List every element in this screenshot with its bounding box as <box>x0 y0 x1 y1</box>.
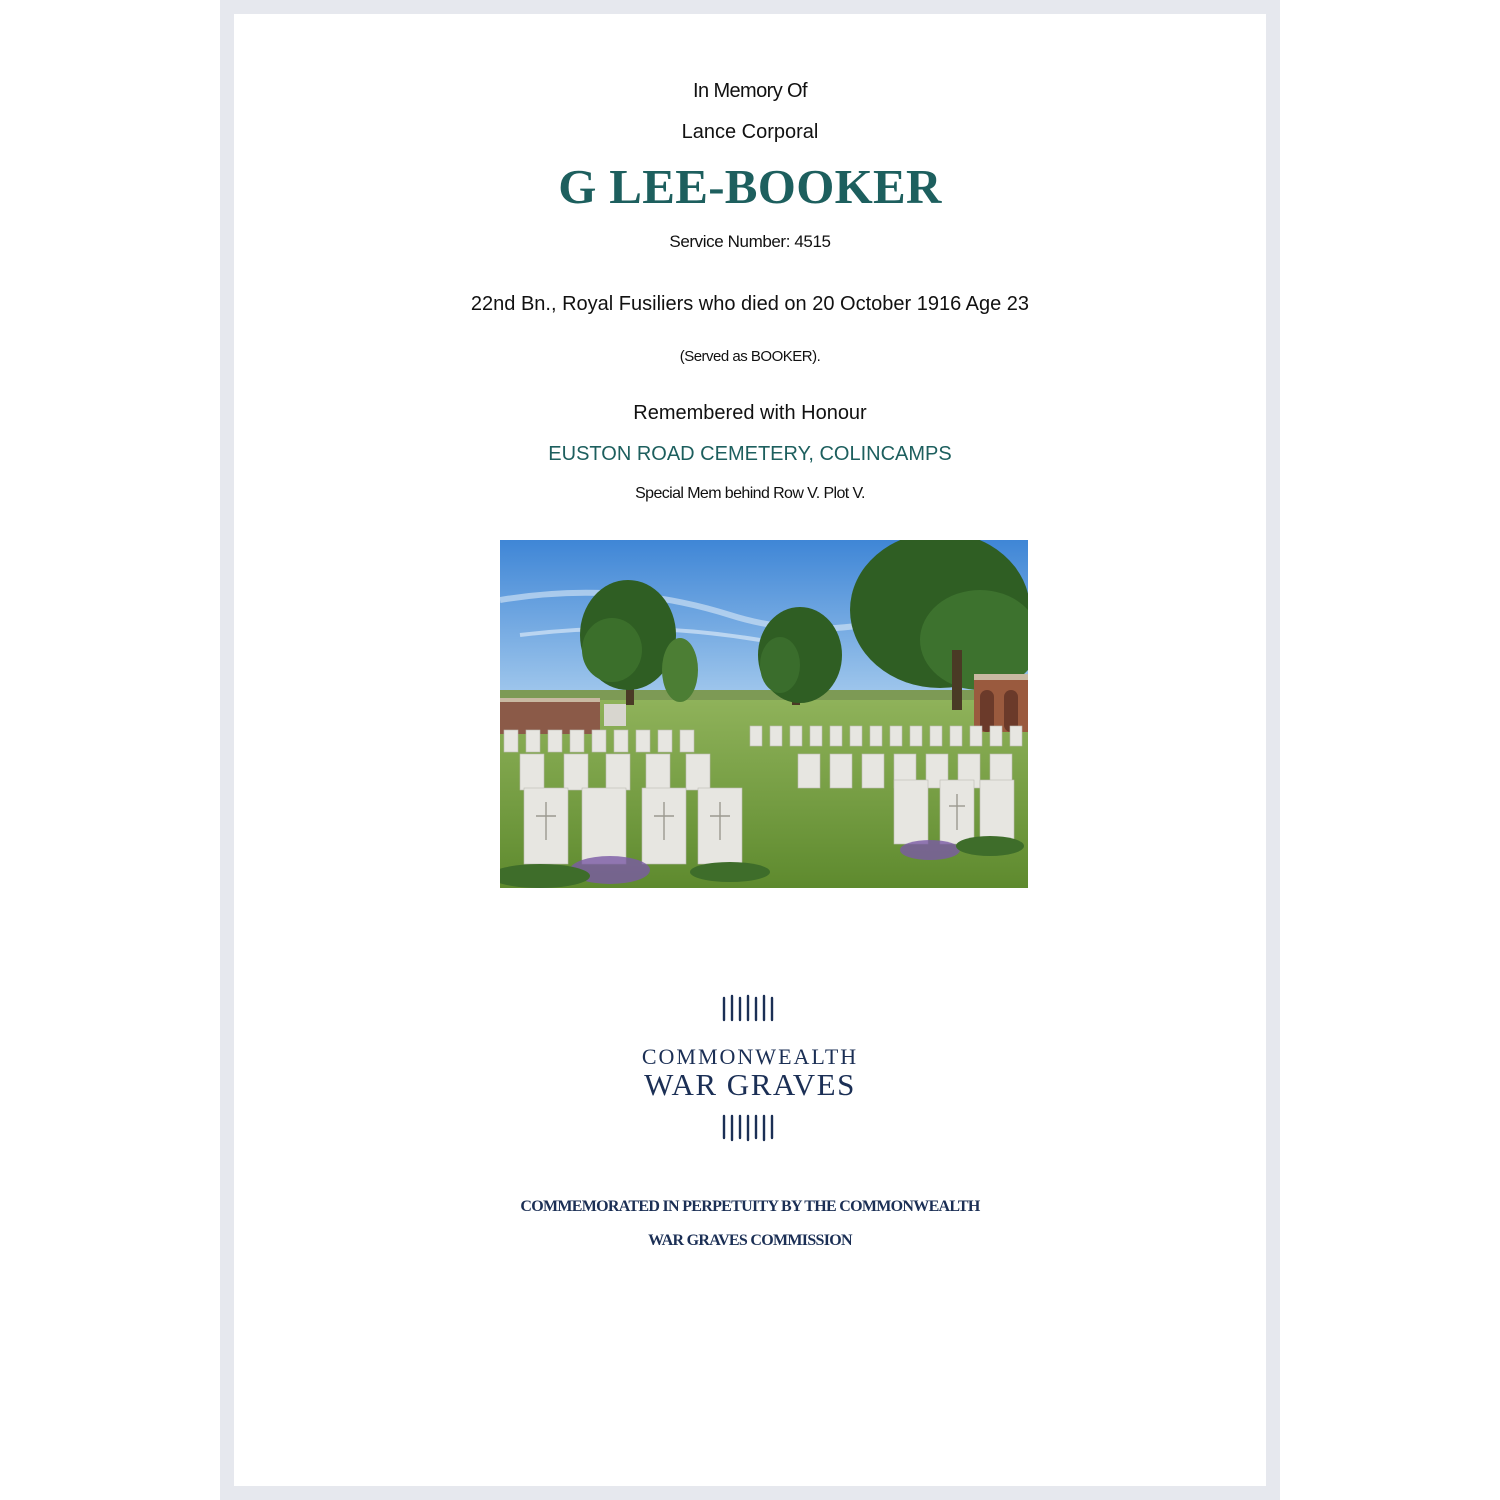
casualty-name: G LEE-BOOKER <box>558 159 942 214</box>
certificate-sheet <box>234 14 1266 1486</box>
remembered-with-honour: Remembered with Honour <box>633 402 867 424</box>
intro-text: In Memory Of <box>693 80 807 102</box>
footer-line-1: COMMEMORATED IN PERPETUITY BY THE COMMONWEALTH <box>520 1198 980 1215</box>
cemetery-name: EUSTON ROAD CEMETERY, COLINCAMPS <box>548 443 952 465</box>
service-number: Service Number: 4515 <box>669 232 831 251</box>
unit-and-death-details: 22nd Bn., Royal Fusiliers who died on 20 October 1916 Age 23 <box>470 293 1030 315</box>
footer-line-2: WAR GRAVES COMMISSION <box>648 1232 852 1249</box>
page-frame <box>220 0 1280 1500</box>
logo-line-2: WAR GRAVES <box>644 1067 856 1102</box>
served-as-note: (Served as BOOKER). <box>679 348 821 365</box>
cwgc-logo <box>234 994 1266 1144</box>
rank-text: Lance Corporal <box>681 121 819 143</box>
cemetery-photo <box>500 540 1028 888</box>
logo-line-1: COMMONWEALTH <box>641 1044 859 1069</box>
grave-reference: Special Mem behind Row V. Plot V. <box>635 485 865 502</box>
